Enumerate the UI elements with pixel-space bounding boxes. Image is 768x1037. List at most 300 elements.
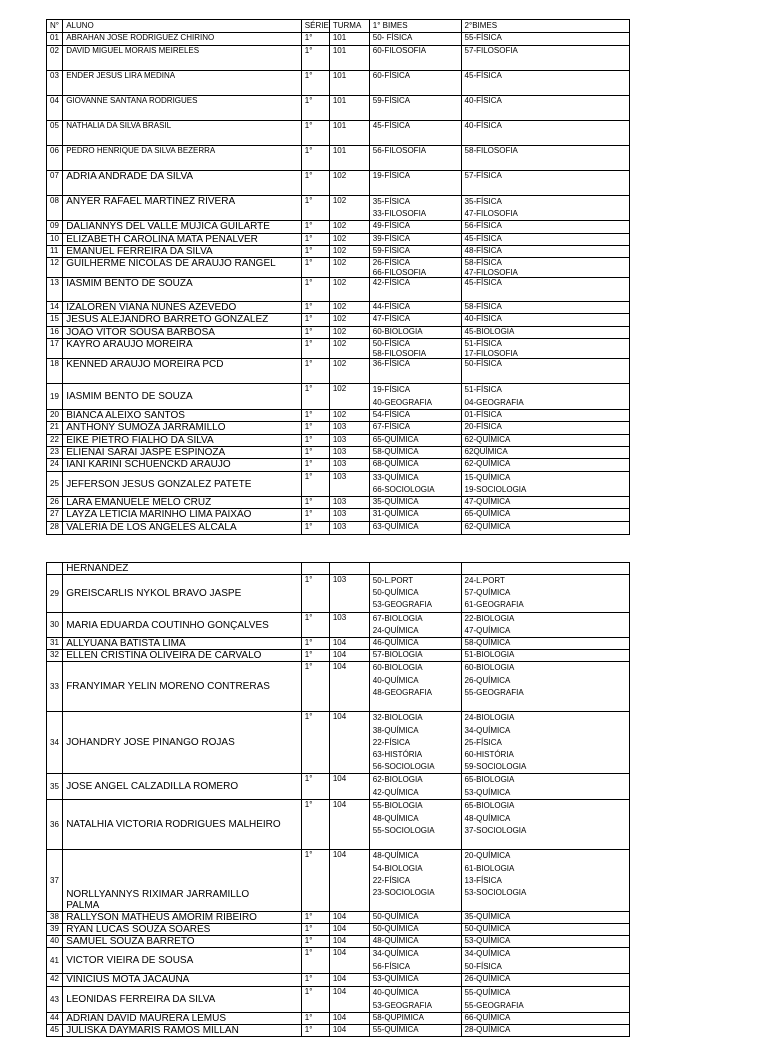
table-row [47,974,630,987]
grade-line: 48-QUÍMICA [372,813,419,823]
col-numero-header: N° [47,20,63,33]
row-number: 10 [47,234,63,246]
bimester-1-grades [369,421,461,434]
student-name: DALIANNYS DEL VALLE MUJICA GUILARTE [63,221,302,234]
turma-cell: 104 [329,800,369,850]
row-number: 34 [47,712,63,774]
student-name [63,650,302,662]
student-name [63,638,302,650]
bimester-2-grades [461,1024,629,1036]
bimester-1-grades [369,497,461,509]
grade-line: 67-FÍSICA [372,421,411,431]
grade-line: 20-FÍSICA [464,421,502,431]
row-number: 23 [47,446,63,458]
row-number: 45 [47,1024,63,1036]
bimester-2-grades [461,421,629,434]
student-name: IANI KARINI SCHUENCKD ARAUJO [63,458,302,471]
student-name-line: VICTOR VIEIRA DE SOUSA [66,955,194,967]
grade-line: 56-FILOSOFIA [372,146,427,155]
table-row [47,384,630,409]
student-name: JOÃO VITOR SOUSA BARBOSA [63,327,302,339]
bimester-2-grades [461,522,629,535]
serie-cell: 1° [301,196,329,221]
table-row [47,71,630,96]
bimester-2-grades [461,434,629,446]
row-number: 16 [47,327,63,339]
table-row [47,712,630,774]
row-number: 06 [47,146,63,171]
bimester-2-grades [461,339,629,359]
student-name [63,575,302,613]
table-row [47,221,630,234]
bimester-1-grades [369,471,461,496]
grade-line: 60-BIOLOGIA [464,663,515,673]
bimester-2-grades [461,924,629,936]
grade-line: 17-FILOSOFIA [464,348,518,358]
row-number: 12 [47,258,63,278]
grade-line: 53-GEOGRAFIA [372,1000,432,1010]
student-name: JESUS ALEJANDRO BARRETO GONZALEZ [63,314,302,327]
student-name: BIANCA ALEIXO SANTOS [63,409,302,421]
row-number: 20 [47,409,63,421]
student-name [63,974,302,987]
bimester-1-grades [369,1024,461,1036]
student-name [63,948,302,974]
serie-cell: 1° [301,936,329,948]
grade-line: 57-QUÍMICA [464,588,511,598]
grade-line: 58-FILOSOFIA [464,146,518,155]
turma-cell: 104 [329,638,369,650]
bimester-2-grades [461,409,629,421]
table-row [47,196,630,221]
grade-line: 35-FÍSICA [464,197,502,206]
serie-cell: 1° [301,987,329,1012]
student-name: NATHALIA DA SILVA BRASIL [63,121,302,146]
grade-line: 45-FÍSICA [372,121,411,130]
table-row [47,948,630,974]
table-row [47,421,630,434]
grade-line: 65-BIOLOGIA [464,775,515,785]
table-row [47,446,630,458]
row-number: 11 [47,246,63,258]
turma-cell: 102 [329,302,369,314]
grade-line: 24-QUÍMICA [372,626,419,636]
grade-line: 50-QUÍMICA [372,912,419,922]
grade-line: 55-QUÍMICA [464,988,511,998]
grade-line: 28-QUÍMICA [464,1024,511,1034]
table-row [47,650,630,662]
grade-line: 38-QUÍMICA [372,725,419,735]
grade-line: 59-SOCIOLOGIA [464,762,527,772]
grade-line: 24-L.PORT [464,576,505,585]
grade-line: 65-BIOLOGIA [464,801,515,811]
turma-cell: 102 [329,234,369,246]
bimester-2-grades [461,662,629,712]
turma-cell: 103 [329,575,369,613]
row-number: 14 [47,302,63,314]
student-name: ENDER JESUS LIRA MEDINA [63,71,302,96]
table-row [47,246,630,258]
student-name [63,1012,302,1024]
bimester-2-grades [461,936,629,948]
grade-line: 60-BIOLOGIA [372,327,423,337]
row-number: 01 [47,33,63,46]
bimester-2-grades [461,987,629,1012]
serie-cell: 1° [301,613,329,638]
serie-cell: 1° [301,974,329,987]
row-number: 07 [47,171,63,196]
serie-cell: 1° [301,434,329,446]
bimester-1-grades [369,774,461,800]
row-number: 30 [47,613,63,638]
serie-cell: 1° [301,339,329,359]
bimester-2-grades [461,800,629,850]
grade-line: 57-FILOSOFIA [464,46,518,55]
table-row [47,302,630,314]
row-number: 18 [47,359,63,384]
grade-line: 53-GEOGRAFIA [372,600,432,610]
serie-cell: 1° [301,171,329,196]
grade-line: 51-FÍSICA [464,339,502,349]
row-number: 02 [47,46,63,71]
grade-line: 47-FÍSICA [372,314,411,324]
student-name: VALERIA DE LOS ANGELES ALCALA [63,522,302,535]
bimester-1-grades [369,71,461,96]
table-row [47,638,630,650]
student-name-line: GREISCARLIS NYKOL BRAVO JASPE [66,588,242,599]
grade-line: 45-FÍSICA [464,71,502,80]
bimester-1-grades [369,712,461,774]
bimester-1-grades [369,446,461,458]
grade-line: 34-QUÍMICA [464,949,511,959]
student-name: IASMIM BENTO DE SOUZA [63,384,302,409]
student-name [63,912,302,924]
bimester-2-grades [461,458,629,471]
bimester-1-grades [369,434,461,446]
table-row [47,987,630,1012]
grade-line: 57-BIOLOGIA [372,650,423,660]
table-row [47,509,630,522]
grade-line: 57-FÍSICA [464,171,502,180]
serie-cell: 1° [301,638,329,650]
bimester-1-grades [369,171,461,196]
turma-cell: 103 [329,509,369,522]
table-row [47,774,630,800]
turma-cell: 101 [329,46,369,71]
bimester-2-grades [461,575,629,613]
grade-line: 33-QUÍMICA [372,472,419,482]
table-row [47,912,630,924]
bimester-1-grades [369,302,461,314]
turma-cell: 102 [329,246,369,258]
student-name [63,924,302,936]
row-number: 17 [47,339,63,359]
grade-line: 68-QUÍMICA [372,458,419,468]
row-number: 15 [47,314,63,327]
serie-cell: 1° [301,278,329,302]
bimester-1-grades [369,96,461,121]
student-name: DAVID MIGUEL MORAIS MEIRELES [63,46,302,71]
serie-cell: 1° [301,1024,329,1036]
table-row [47,1024,630,1036]
grade-line: 55-GEOGRAFIA [464,687,524,697]
bimester-1-grades [369,509,461,522]
grade-line: 37-SOCIOLOGIA [464,825,527,835]
grade-line: 13-FÍSICA [464,875,502,885]
row-number: 03 [47,71,63,96]
grade-line: 24-BIOLOGIA [464,713,515,723]
row-number: 38 [47,912,63,924]
table-row [47,662,630,712]
serie-cell: 1° [301,948,329,974]
row-number: 39 [47,924,63,936]
table-row [47,471,630,496]
student-name: IZALOREN VIANA NUNES AZEVEDO [63,302,302,314]
turma-cell: 101 [329,96,369,121]
bimester-2-grades [461,497,629,509]
grade-line: 58-FÍSICA [464,302,502,312]
student-name-line: ELLEN CRISTINA OLIVEIRA DE CARVALO [66,650,262,662]
serie-cell: 1° [301,33,329,46]
bimester-1-grades [369,246,461,258]
turma-cell: 104 [329,912,369,924]
student-name: GUILHERME NICOLAS DE ARAUJO RANGEL [63,258,302,278]
student-name-line: MARIA EDUARDA COUTINHO GONÇALVES [66,619,269,631]
header-row [47,20,630,33]
grade-line: 40-FÍSICA [464,96,502,105]
table-row [47,278,630,302]
student-name [63,1024,302,1036]
bimester-1-grades [369,948,461,974]
bimester-2-grades [461,509,629,522]
row-number: 35 [47,774,63,800]
grade-line: 55-BIOLOGIA [372,801,423,811]
bimester-1-grades [369,800,461,850]
serie-cell: 1° [301,509,329,522]
table-row [47,96,630,121]
student-name: ELIENAI SARAI JASPE ESPINOZA [63,446,302,458]
row-number: 33 [47,662,63,712]
bimester-2-grades [461,638,629,650]
table-row [47,234,630,246]
bimester-1-grades [369,974,461,987]
grade-line: 40-GEOGRAFIA [372,397,432,407]
student-name [63,613,302,638]
row-number: 40 [47,936,63,948]
grade-line: 61-BIOLOGIA [464,863,515,873]
bimester-2-grades [461,327,629,339]
grade-line: 26-QUÍMICA [464,974,511,984]
grade-line: 54-FÍSICA [372,409,411,419]
student-name: KAYRO ARAUJO MOREIRA [63,339,302,359]
grade-line: 51-BIOLOGIA [464,650,515,660]
grade-line: 53-QUÍMICA [464,936,511,946]
student-name-continuation: HERNANDEZ [63,563,302,575]
table-row [47,146,630,171]
turma-cell: 104 [329,987,369,1012]
grades-table-2 [46,562,630,1037]
student-name [63,987,302,1012]
serie-cell: 1° [301,712,329,774]
bimester-2-grades [461,850,629,912]
turma-cell: 102 [329,314,369,327]
serie-cell: 1° [301,384,329,409]
grade-line: 51-FÍSICA [464,385,502,395]
student-name: ANTHONY SUMOZA JARRAMILLO [63,421,302,434]
serie-cell: 1° [301,221,329,234]
serie-cell: 1° [301,327,329,339]
bimester-1-grades [369,613,461,638]
turma-cell: 104 [329,1012,369,1024]
serie-cell: 1° [301,258,329,278]
bimester-1-grades [369,327,461,339]
grade-line: 50-FÍSICA [372,339,411,349]
serie-cell: 1° [301,359,329,384]
bimester-2-grades [461,46,629,71]
bimester-1-grades [369,662,461,712]
turma-cell: 103 [329,497,369,509]
turma-cell: 104 [329,712,369,774]
serie-cell: 1° [301,471,329,496]
grade-line: 22-BIOLOGIA [464,614,515,623]
student-name [63,662,302,712]
student-name: KENNED ARAUJO MOREIRA PCD [63,359,302,384]
serie-cell: 1° [301,924,329,936]
table-row [47,359,630,384]
grade-line: 48-GEOGRAFIA [372,687,432,697]
table-row [47,850,630,912]
bimester-1-grades [369,121,461,146]
col-bim1-header: 1° BIMES [369,20,461,33]
serie-cell: 1° [301,234,329,246]
grade-line: 55-SOCIOLOGIA [372,825,435,835]
bimester-2-grades [461,33,629,46]
grade-line: 67-BIOLOGIA [372,614,423,623]
row-number: 21 [47,421,63,434]
bimester-1-grades [369,1012,461,1024]
table-row [47,613,630,638]
turma-cell: 104 [329,850,369,912]
grade-line: 45-BIOLOGIA [464,327,515,337]
student-name: ELIZABETH CAROLINA MATA PENALVER [63,234,302,246]
serie-cell: 1° [301,446,329,458]
grade-line: 50-QUÍMICA [372,924,419,934]
bimester-2-grades [461,712,629,774]
row-number: 19 [47,384,63,409]
row-number: 42 [47,974,63,987]
student-name-line: RALLYSON MATHEUS AMORIM RIBEIRO [66,912,257,924]
bimester-2-grades [461,278,629,302]
row-number: 36 [47,800,63,850]
serie-cell: 1° [301,146,329,171]
serie-cell: 1° [301,421,329,434]
student-name: ABRAHAN JOSE RODRIGUEZ CHIRINO [63,33,302,46]
bimester-1-grades [369,458,461,471]
serie-cell: 1° [301,458,329,471]
row-number: 08 [47,196,63,221]
grade-line: 60-FILOSOFIA [372,46,427,55]
turma-cell: 103 [329,434,369,446]
serie-cell: 1° [301,497,329,509]
row-number: 41 [47,948,63,974]
table-row [47,434,630,446]
turma-cell: 104 [329,774,369,800]
grade-line: 62QUÍMICA [464,446,508,456]
grade-line: 22-FÍSICA [372,737,411,747]
bimester-2-grades [461,1012,629,1024]
turma-cell: 103 [329,421,369,434]
grade-line: 50-L.PORT [372,576,414,585]
turma-cell: 104 [329,974,369,987]
serie-cell: 1° [301,575,329,613]
grade-line: 55-FÍSICA [464,33,502,42]
bimester-2-grades [461,446,629,458]
turma-cell: 102 [329,171,369,196]
grade-line: 47-FILOSOFIA [464,209,518,219]
table-row [47,46,630,71]
grade-line: 60-HISTÓRIA [464,750,514,760]
serie-cell: 1° [301,46,329,71]
grade-line: 40-FÍSICA [464,121,502,130]
grade-line: 62-QUÍMICA [464,434,511,444]
bimester-2-grades [461,234,629,246]
grade-line: 39-FÍSICA [372,234,411,244]
student-name [63,800,302,850]
grade-line: 48-QUÍMICA [372,851,419,861]
turma-cell: 101 [329,33,369,46]
student-name-line: SAMUEL SOUZA BARRETO [66,936,195,948]
bimester-1-grades [369,339,461,359]
turma-cell: 102 [329,221,369,234]
grade-line: 36-FÍSICA [372,359,411,369]
serie-cell: 1° [301,774,329,800]
student-name: EMANUEL FERREIRA DA SILVA [63,246,302,258]
bimester-2-grades [461,471,629,496]
table-row [47,409,630,421]
student-name-line: NORLLYANNYS RIXIMAR JARRAMILLO [66,889,250,901]
student-name [63,774,302,800]
bimester-1-grades [369,314,461,327]
bimester-1-grades [369,359,461,384]
row-number: 24 [47,458,63,471]
bimester-2-grades [461,384,629,409]
bimester-2-grades [461,246,629,258]
student-name-line: FRANYIMAR YELIN MORENO CONTRERAS [66,681,270,693]
row-number: 04 [47,96,63,121]
student-name: JEFERSON JESUS GONZALEZ PATETE [63,471,302,496]
bimester-2-grades [461,948,629,974]
turma-cell: 102 [329,339,369,359]
grade-line: 34-QUÍMICA [464,725,511,735]
grade-line: 48-QUÍMICA [464,813,511,823]
student-name-line: JOSE ANGEL CALZADILLA ROMERO [66,781,239,793]
bimester-1-grades [369,278,461,302]
grade-line: 53-QUÍMICA [372,974,419,984]
row-number: 25 [47,471,63,496]
bimester-2-grades [461,912,629,924]
bimester-2-grades [461,71,629,96]
grade-line: 01-FÍSICA [464,409,502,419]
student-name-line: JULISKA DAYMARIS RAMOS MILLAN [66,1024,239,1036]
table-row [47,339,630,359]
table-row [47,458,630,471]
turma-cell: 103 [329,458,369,471]
grade-line: 50-QUÍMICA [464,924,511,934]
grade-line: 55-QUÍMICA [372,1024,419,1034]
bimester-1-grades [369,384,461,409]
grade-line: 19-SOCIOLOGIA [464,485,527,495]
student-name: GIOVANNE SANTANA RODRIGUES [63,96,302,121]
